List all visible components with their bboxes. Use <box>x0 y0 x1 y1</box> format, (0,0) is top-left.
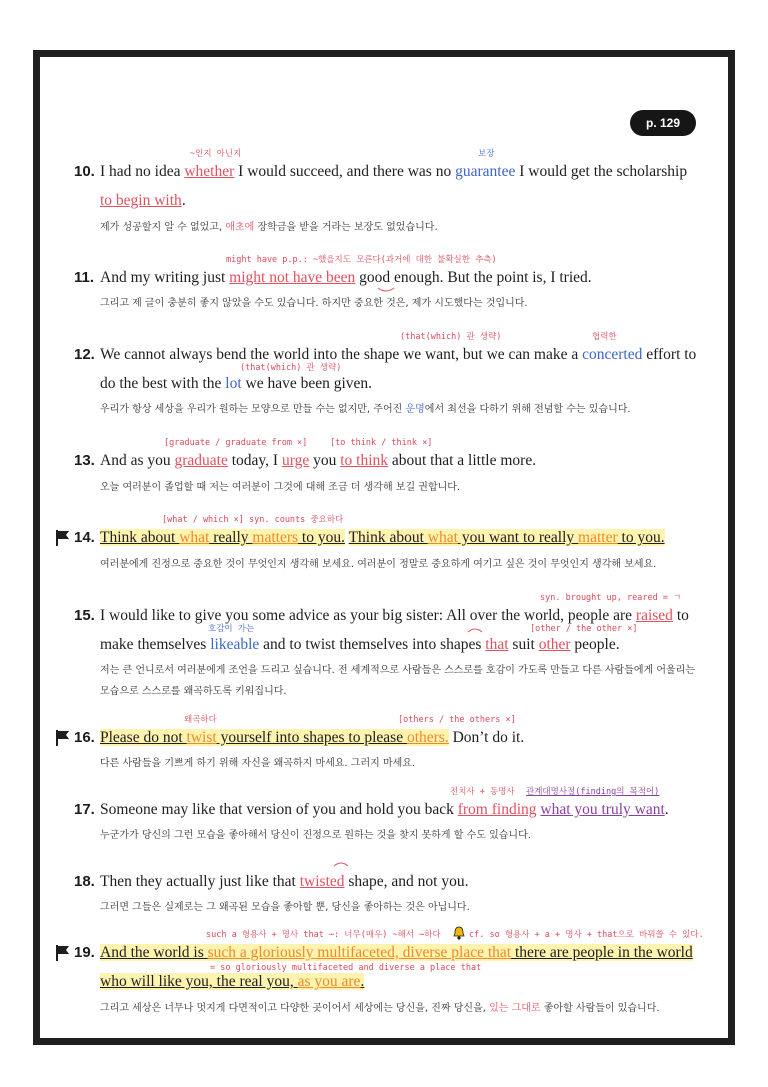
sentence-number: 16. <box>74 729 95 746</box>
annotation: 호감이 가는 <box>208 624 255 634</box>
page-number-badge: p. 129 <box>630 110 696 136</box>
annotation: 협력한 <box>592 332 617 342</box>
sentence-line: who will like you, the real you, as you are. <box>100 973 365 990</box>
sentence-line: make themselves likeable and to twist themselves into shapes that suit other people. <box>100 636 620 653</box>
korean-translation: 그리고 제 글이 충분히 좋지 않았을 수도 있습니다. 하지만 중요한 것은, 제가 시도했다는 것입니다. <box>100 298 528 309</box>
annotation: 관계대명사절(finding의 목적어) <box>526 787 660 797</box>
sentence-line: And as you graduate today, I urge you to think about that a little more. <box>100 452 537 469</box>
korean-translation: 여러분에게 진정으로 중요한 것이 무엇인지 생각해 보세요. 여러분이 정말로 중요하게 여기고 싶은 것이 무엇인지 생각해 보세요. <box>100 559 657 570</box>
sentence-line: Think about what really matters to you. Think about what you want to really matter to you. <box>100 529 665 546</box>
annotation: syn. brought up, reared = ㄱ <box>540 593 682 603</box>
korean-translation: 제가 성공할지 알 수 없었고, 애초에 장학금을 받을 거라는 보장도 없었습니다. <box>100 222 438 233</box>
annotation: (that(which) 관 생략) <box>400 332 502 342</box>
sentence-line: Please do not twist yourself into shapes to please others. Don’t do it. <box>100 729 525 746</box>
sentence-number: 12. <box>74 346 95 363</box>
korean-translation: 모습으로 스스로를 왜곡하도록 키워집니다. <box>100 686 287 697</box>
sentence-number: 18. <box>74 873 95 890</box>
sentence-line: Someone may like that version of you and hold you back from finding what you truly want. <box>100 801 669 818</box>
korean-translation: 다른 사람들을 기쁘게 하기 위해 자신을 왜곡하지 마세요. 그러지 마세요. <box>100 758 416 769</box>
flag-icon <box>55 729 70 747</box>
sentence-line: We cannot always bend the world into the shape we want, but we can make a concerted effort to <box>100 346 697 363</box>
sentence-number: 17. <box>74 801 95 818</box>
sentence-number: 14. <box>74 529 95 546</box>
annotation: might have p.p.: ~했을지도 모른다(과거에 대한 불확실한 추측) <box>226 255 497 265</box>
sentence-number: 19. <box>74 944 95 961</box>
sentence-line: I had no idea whether I would succeed, and there was no guarantee I would get the scholarship <box>100 163 688 180</box>
korean-translation: 그리고 세상은 너무나 멋지게 다면적이고 다양한 곳이어서 세상에는 당신을, 진짜 당신을, 있는 그대로 좋아할 사람들이 있습니다. <box>100 1003 660 1014</box>
annotation: 전치사 + 동명사 <box>450 787 515 797</box>
korean-translation: 오늘 여러분이 졸업할 때 저는 여러분이 그것에 대해 조금 더 생각해 보길 권합니다. <box>100 482 461 493</box>
annotation: ~인지 아닌지 <box>190 149 242 159</box>
sentence-line: do the best with the lot we have been given. <box>100 375 373 392</box>
annotation: [what / which ×] syn. counts 중요하다 <box>162 515 344 525</box>
annotation: 왜곡하다 <box>184 715 217 725</box>
annotation: such a 형용사 + 명사 that ⋯: 너무(매우) ~해서 ⋯하다 <box>206 930 441 940</box>
annotation: [graduate / graduate from ×] <box>164 438 308 448</box>
annotation: = so gloriously multifaceted and diverse a place that <box>210 963 482 973</box>
sentence-number: 15. <box>74 607 95 624</box>
sentence-line: to begin with. <box>100 192 186 209</box>
korean-translation: 저는 큰 언니로서 여러분에게 조언을 드리고 싶습니다. 전 세계적으로 사람들은 스스로를 호감이 가도록 만들고 다른 사람들에게 어울리는 <box>100 665 695 676</box>
sentence-number: 11. <box>74 269 95 286</box>
annotation: [others / the others ×] <box>398 715 516 725</box>
sentence-line: And the world is such a gloriously multifaceted, diverse place that there are people in the world <box>100 944 693 961</box>
flag-icon <box>55 944 70 962</box>
sentence-line: Then they actually just like that twisted shape, and not you. <box>100 873 469 890</box>
annotation: [other / the other ×] <box>530 624 638 634</box>
sentence-number: 10. <box>74 163 95 180</box>
annotation: (that(which) 관 생략) <box>240 363 342 373</box>
flag-icon <box>55 529 70 547</box>
sentence-number: 13. <box>74 452 95 469</box>
annotation: 보장 <box>478 149 495 159</box>
annotation: [to think / think ×] <box>330 438 433 448</box>
korean-translation: 우리가 항상 세상을 우리가 원하는 모양으로 만들 수는 없지만, 주어진 운명에서 최선을 다하기 위해 전념할 수는 있습니다. <box>100 404 631 415</box>
korean-translation: 그러면 그들은 실제로는 그 왜곡된 모습을 좋아할 뿐, 당신을 좋아하는 것은 아닙니다. <box>100 902 470 913</box>
sentence-line: I would like to give you some advice as your big sister: All over the world, people are raised to <box>100 607 689 624</box>
annotation: cf. so 형용사 + a + 명사 + that으로 바꿔쓸 수 있다. <box>469 930 704 940</box>
sentence-line: And my writing just might not have been good enough. But the point is, I tried. <box>100 269 592 286</box>
korean-translation: 누군가가 당신의 그런 모습을 좋아해서 당신이 진정으로 원하는 것을 찾지 못하게 할 수도 있습니다. <box>100 830 531 841</box>
